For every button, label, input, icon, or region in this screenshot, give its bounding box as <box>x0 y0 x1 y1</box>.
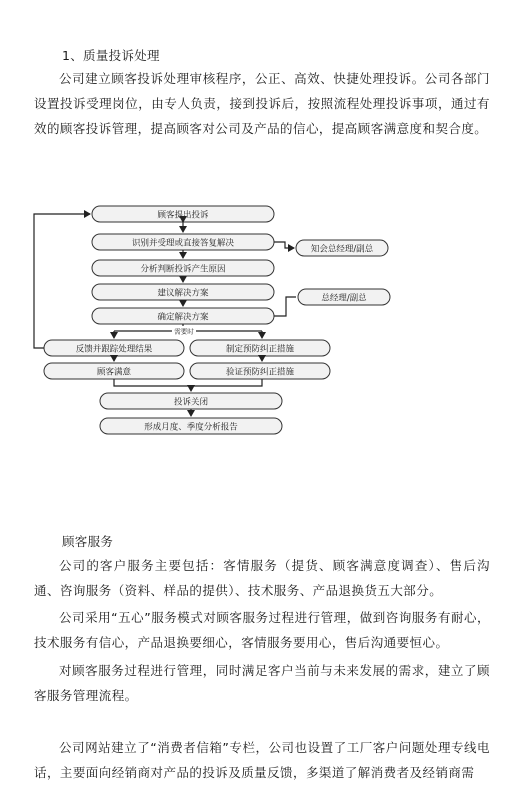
flow-text-left1: 反馈并跟踪处理结果 <box>75 344 153 355</box>
flow-line-gm <box>274 297 296 316</box>
flow-line-merge <box>114 379 262 386</box>
paragraph-complaint-process: 公司建立顾客投诉处理审核程序，公正、高效、快捷处理投诉。公司各部门设置投诉受理岗位，由专人负责，接到投诉后，按照流程处理投诉事项，通过有效的顾客投诉管理，提高顾客对公司及产品的信心，提高顾客满意度和契合度。 <box>34 71 490 136</box>
paragraph-service-management: 对顾客服务过程进行管理，同时满足客户当前与未来发展的需求，建立了顾客服务管理流程。 <box>34 663 490 703</box>
flow-text-side1: 知会总经理/副总 <box>310 244 374 255</box>
paragraph-service-scope: 公司的客户服务主要包括：客情服务（提货、顾客满意度调查）、售后沟通、咨询服务（资料、样品的提供）、技术服务、产品退换货五大部分。 <box>34 558 490 598</box>
flow-text-branch-label: 需要时 <box>174 327 194 336</box>
section-heading-complaint: 1、质量投诉处理 <box>62 48 160 63</box>
flow-text-n6: 投诉关闭 <box>173 397 209 408</box>
flow-text-n4: 建议解决方案 <box>157 288 209 299</box>
flow-text-n1: 顾客提出投诉 <box>157 210 209 221</box>
flow-text-n2: 识别并受理或直接答复解决 <box>131 238 235 249</box>
flow-arrow-to-notify <box>274 242 294 248</box>
paragraph-consumer-mailbox: 公司网站建立了“消费者信箱”专栏，公司也设置了工厂客户问题处理专线电话，主要面向经销商对产品的投诉及质量反馈，多渠道了解消费者及经销商需 <box>34 740 490 780</box>
flow-text-n7: 形成月度、季度分析报告 <box>144 422 238 433</box>
paragraph-five-heart-model: 公司采用“五心”服务模式对顾客服务过程进行管理，做到咨询服务有耐心，技术服务有信心，产品退换要细心，客情服务要用心，售后沟通要恒心。 <box>34 610 490 650</box>
flow-arrow-loop-back <box>34 214 90 348</box>
flow-text-n5: 确定解决方案 <box>157 312 209 323</box>
flow-text-left2: 顾客满意 <box>96 367 132 378</box>
section-heading-customer-service: 顾客服务 <box>62 534 114 549</box>
flow-text-side2: 总经理/副总 <box>321 293 367 304</box>
flow-text-right1: 制定预防纠正措施 <box>225 344 295 355</box>
flow-text-n3: 分析判断投诉产生原因 <box>140 264 226 275</box>
flow-text-right2: 验证预防纠正措施 <box>225 367 295 378</box>
